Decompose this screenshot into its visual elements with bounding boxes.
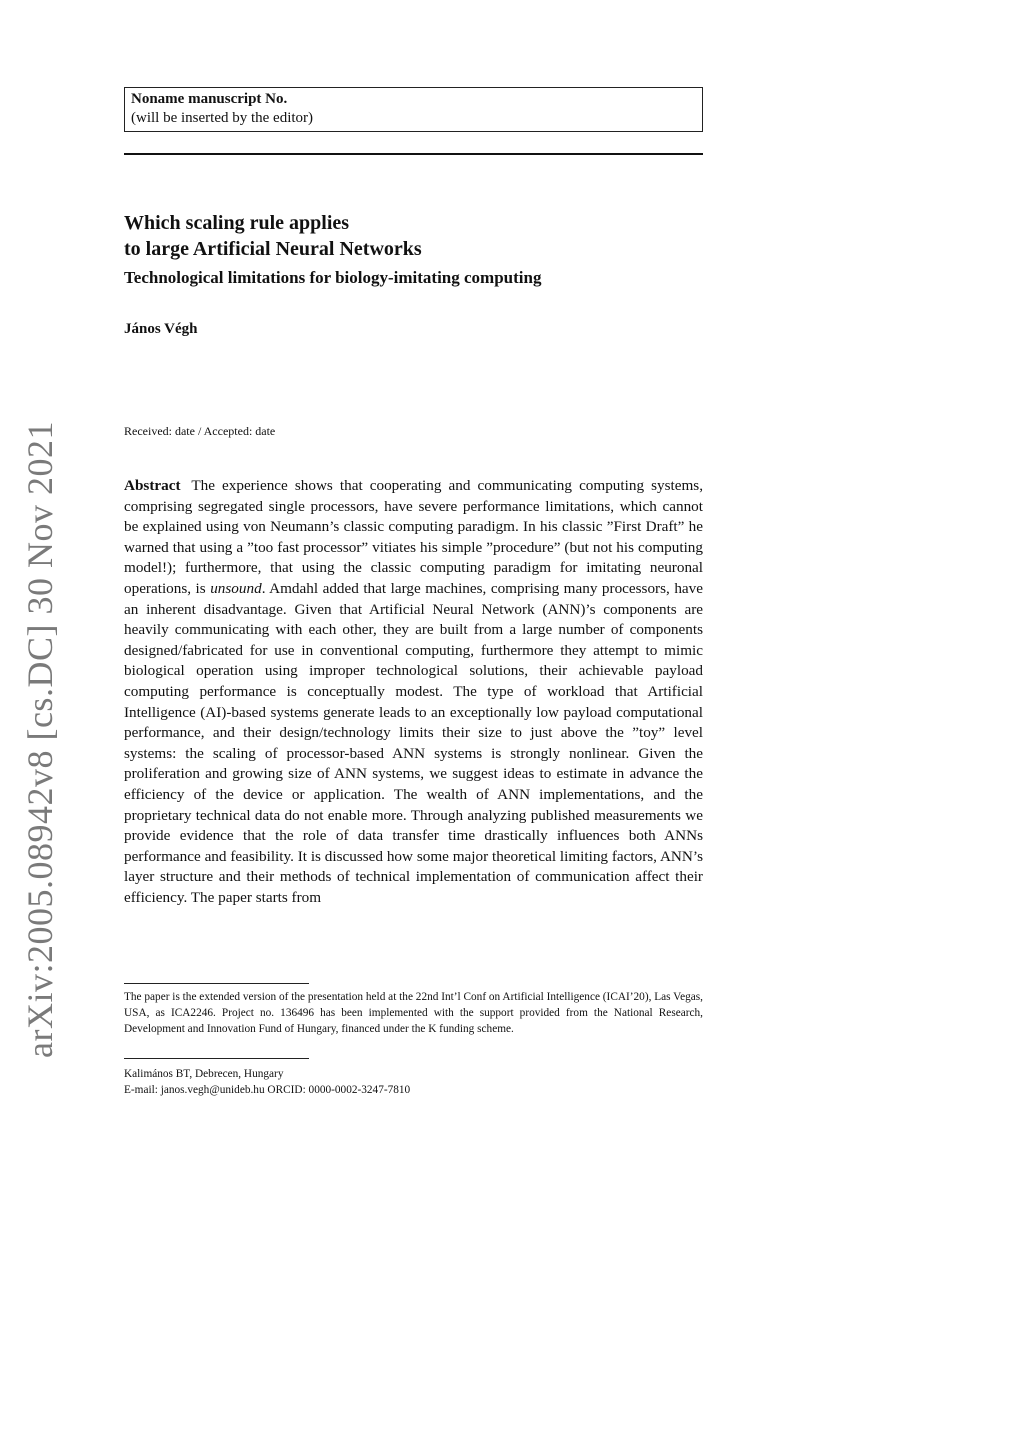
affiliation-address: Kalimános BT, Debrecen, Hungary bbox=[124, 1068, 284, 1080]
arxiv-identifier-stamp[interactable]: arXiv:2005.08942v8 [cs.DC] 30 Nov 2021 bbox=[20, 421, 60, 1058]
abstract-text-part-1: The experience shows that cooperating and communicating computing systems, comprising segregated single processors, have severe performance limitations, which cannot be explained using von Neumann’s classic computing paradigm. In his classic ”First Draft” he warned that using a ”too fast processor” vitiates his simple ”procedure” (but not his computing model!); furthermore, that using the classic computing paradigm for imitating neuronal operations, is bbox=[124, 477, 704, 597]
editor-note: (will be inserted by the editor) bbox=[131, 110, 314, 126]
title-line-1: Which scaling rule applies bbox=[124, 212, 350, 234]
paper-title bbox=[124, 210, 724, 262]
footnote-rule-1 bbox=[124, 983, 309, 984]
header-rule bbox=[124, 153, 703, 155]
funding-footnote: The paper is the extended version of the presentation held at the 22nd Int’l Conf on Artificial Intelligence (ICAI’20), Las Vegas, USA, as ICA2246. Project no. 136496 has been implemented with the support provided from the National Research, Development and Innovation Fund of Hungary, financed under the K funding scheme. bbox=[124, 991, 703, 1035]
received-accepted-dates: Received: date / Accepted: date bbox=[124, 424, 276, 438]
abstract-text-part-2: . Amdahl added that large machines, comprising many processors, have an inherent disadvantage. Given that Artificial Neural Network (ANN)’s components are heavily communicating with each other, they are built from a large number of components designed/fabricated for use in conventional computing, furthermore they attempt to mimic biological operation using improper technological solutions, their achievable payload computing performance is conceptually modest. The type of workload that Artificial Intelligence (AI)-based systems generate leads to an exceptionally low payload computational performance, and their design/technology limits their size to just above the ”toy” level systems: the scaling of processor-based ANN systems is strongly nonlinear. Given the proliferation and growing size of ANN systems, we suggest ideas to estimate in advance the efficiency of the device or application. The wealth of ANN implementations, and the proprietary technical data do not enable more. Through analyzing published measurements we provide evidence that the role of data transfer time drastically influences both ANNs performance and feasibility. It is discussed how some major theoretical limiting factors, ANN’s layer structure and their methods of technical implementation of communication affect their efficiency. The paper starts from bbox=[124, 579, 703, 906]
abstract bbox=[124, 476, 703, 908]
paper-subtitle: Technological limitations for biology-imitating computing bbox=[124, 268, 542, 287]
footnote-rule-2 bbox=[124, 1058, 309, 1059]
manuscript-number-label: Noname manuscript No. bbox=[131, 91, 288, 107]
affiliation-contact: E-mail: janos.vegh@unideb.hu ORCID: 0000-0002-3247-7810 bbox=[124, 1084, 411, 1096]
title-line-2: to large Artificial Neural Networks bbox=[124, 238, 422, 260]
abstract-emphasis: unsound bbox=[210, 579, 262, 597]
author-affiliation bbox=[124, 1066, 703, 1098]
author-name: János Végh bbox=[124, 321, 198, 337]
manuscript-number-box bbox=[124, 87, 703, 132]
abstract-label: Abstract bbox=[124, 477, 181, 494]
